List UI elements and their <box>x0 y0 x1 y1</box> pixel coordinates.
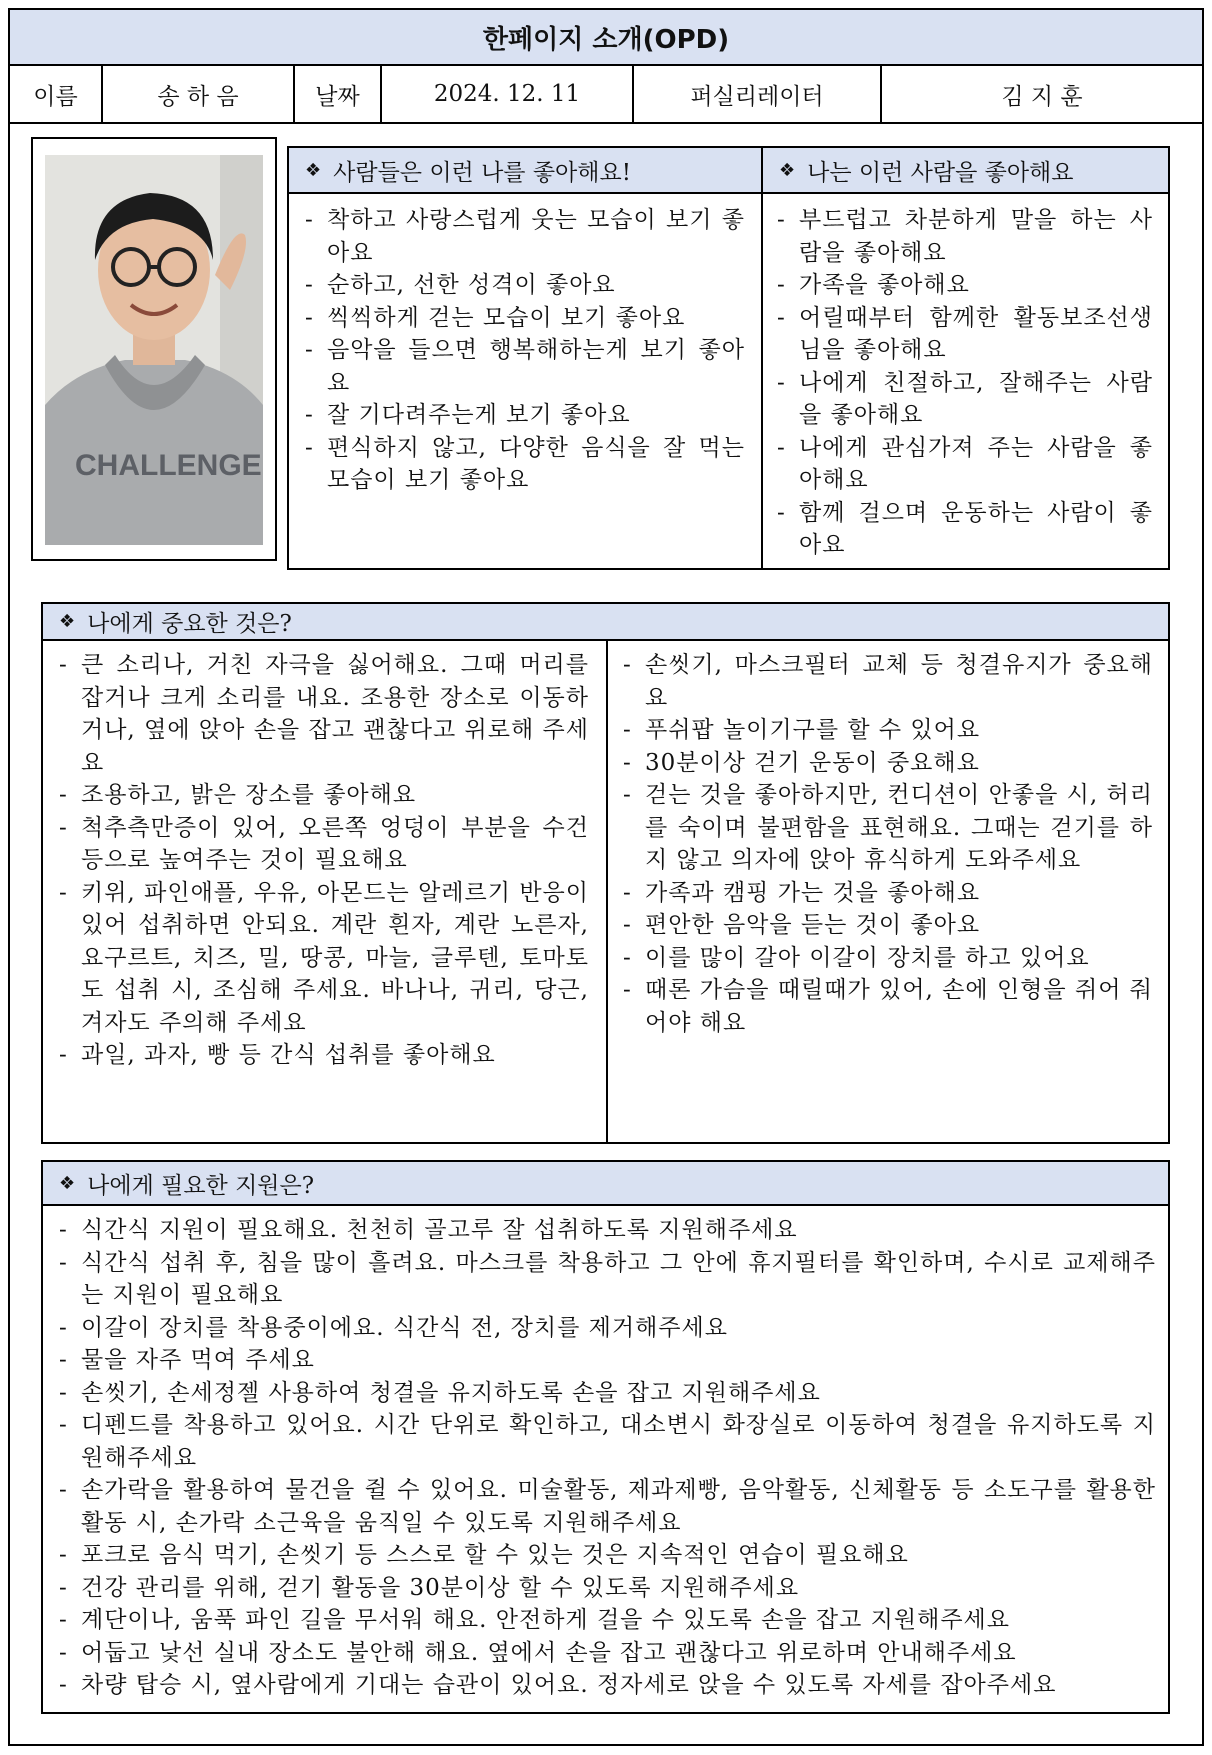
diamond-bullet-icon: ❖ <box>779 159 796 181</box>
list-item: - 때론 가슴을 때릴때가 있어, 손에 인형을 쥐어 줘어야 해요 <box>615 974 1153 1039</box>
diamond-bullet-icon: ❖ <box>59 1172 76 1194</box>
list-item: - 걷는 것을 좋아하지만, 컨디션이 안좋을 시, 허리를 숙이며 불편함을 표현해요. 그때는 걷기를 하지 않고 의자에 앉아 휴식하게 도와주세요 <box>615 779 1153 877</box>
list-item: - 손씻기, 손세정젤 사용하여 청결을 유지하도록 손을 잡고 지원해주세요 <box>51 1377 1156 1410</box>
date-value: 2024. 12. 11 <box>382 66 634 122</box>
important-divider <box>606 641 608 1142</box>
liked-by-people-header <box>289 148 761 194</box>
list-item: - 식간식 지원이 필요해요. 천천히 골고루 잘 섭취하도록 지원해주세요 <box>51 1214 1156 1247</box>
shirt-print: CHALLENGE <box>75 449 262 482</box>
list-item: - 잘 기다려주는게 보기 좋아요 <box>297 399 745 432</box>
list-item: - 어둡고 낯선 실내 장소도 불안해 해요. 옆에서 손을 잡고 괜찮다고 위로하며 안내해주세요 <box>51 1637 1156 1670</box>
date-label: 날짜 <box>295 66 382 122</box>
list-item: - 물을 자주 먹여 주세요 <box>51 1344 1156 1377</box>
photo-frame <box>31 137 277 561</box>
list-item: - 조용하고, 밝은 장소를 좋아해요 <box>51 779 589 812</box>
list-item: - 씩씩하게 걷는 모습이 보기 좋아요 <box>297 302 745 335</box>
portrait-illustration <box>45 155 263 545</box>
list-item: - 손가락을 활용하여 물건을 쥘 수 있어요. 미술활동, 제과제빵, 음악활동, 신체활동 등 소도구를 활용한 활동 시, 손가락 소근육을 움직일 수 있도록 지원해주세요 <box>51 1474 1156 1539</box>
important-right-list <box>615 649 1153 1039</box>
support-header <box>43 1162 1168 1206</box>
list-item: - 큰 소리나, 거친 자극을 싫어해요. 그때 머리를 잡거나 크게 소리를 내요. 조용한 장소로 이동하거나, 옆에 앉아 손을 잡고 괜찮다고 위로해 주세요 <box>51 649 589 779</box>
liked-by-people-title: 사람들은 이런 나를 좋아해요! <box>333 159 631 186</box>
list-item: - 차량 탑승 시, 옆사람에게 기대는 습관이 있어요. 정자세로 앉을 수 있도록 자세를 잡아주세요 <box>51 1669 1156 1702</box>
list-item: - 가족을 좋아해요 <box>769 269 1153 302</box>
list-item: - 어릴때부터 함께한 활동보조선생님을 좋아해요 <box>769 302 1153 367</box>
list-item: - 30분이상 걷기 운동이 중요해요 <box>615 747 1153 780</box>
facilitator-label: 퍼실리레이터 <box>634 66 882 122</box>
info-row <box>10 66 1202 124</box>
list-item: - 부드럽고 차분하게 말을 하는 사람을 좋아해요 <box>769 204 1153 269</box>
list-item: - 편안한 음악을 듣는 것이 좋아요 <box>615 909 1153 942</box>
important-header <box>43 604 1168 641</box>
page-title: 한페이지 소개(OPD) <box>10 10 1202 66</box>
list-item: - 가족과 캠핑 가는 것을 좋아해요 <box>615 877 1153 910</box>
liked-by-people-box <box>287 146 763 570</box>
important-box <box>41 602 1170 1144</box>
support-list <box>51 1214 1156 1702</box>
list-item: - 디펜드를 착용하고 있어요. 시간 단위로 확인하고, 대소변시 화장실로 이동하여 청결을 유지하도록 지원해주세요 <box>51 1409 1156 1474</box>
support-box <box>41 1160 1170 1714</box>
diamond-bullet-icon: ❖ <box>59 611 76 632</box>
list-item: - 이를 많이 갈아 이갈이 장치를 하고 있어요 <box>615 942 1153 975</box>
list-item: - 순하고, 선한 성격이 좋아요 <box>297 269 745 302</box>
name-value: 송 하 음 <box>103 66 295 122</box>
i-like-header <box>763 148 1168 194</box>
list-item: - 식간식 섭취 후, 침을 많이 흘려요. 마스크를 착용하고 그 안에 휴지필터를 확인하며, 수시로 교제해주는 지원이 필요해요 <box>51 1247 1156 1312</box>
list-item: - 나에게 친절하고, 잘해주는 사람을 좋아해요 <box>769 367 1153 432</box>
list-item: - 나에게 관심가져 주는 사람을 좋아해요 <box>769 432 1153 497</box>
list-item: - 음악을 들으면 행복해하는게 보기 좋아요 <box>297 334 745 399</box>
liked-by-people-list <box>297 204 745 497</box>
important-title: 나에게 중요한 것은? <box>87 611 292 637</box>
list-item: - 손씻기, 마스크필터 교체 등 청결유지가 중요해요 <box>615 649 1153 714</box>
list-item: - 포크로 음식 먹기, 손씻기 등 스스로 할 수 있는 것은 지속적인 연습이 필요해요 <box>51 1539 1156 1572</box>
diamond-bullet-icon: ❖ <box>305 159 322 181</box>
support-title: 나에게 필요한 지원은? <box>87 1172 315 1199</box>
list-item: - 건강 관리를 위해, 걷기 활동을 30분이상 할 수 있도록 지원해주세요 <box>51 1572 1156 1605</box>
list-item: - 이갈이 장치를 착용중이에요. 식간식 전, 장치를 제거해주세요 <box>51 1312 1156 1345</box>
facilitator-value: 김 지 훈 <box>1001 83 1083 110</box>
list-item: - 과일, 과자, 빵 등 간식 섭취를 좋아해요 <box>51 1039 589 1072</box>
i-like-list <box>769 204 1153 562</box>
list-item: - 척추측만증이 있어, 오른쪽 엉덩이 부분을 수건 등으로 높여주는 것이 필요해요 <box>51 812 589 877</box>
list-item: - 계단이나, 움푹 파인 길을 무서워 해요. 안전하게 걸을 수 있도록 손을 잡고 지원해주세요 <box>51 1604 1156 1637</box>
name-label: 이름 <box>10 66 103 122</box>
list-item: - 착하고 사랑스럽게 웃는 모습이 보기 좋아요 <box>297 204 745 269</box>
important-left-list <box>51 649 589 1072</box>
i-like-box <box>761 146 1170 570</box>
list-item: - 키위, 파인애플, 우유, 아몬드는 알레르기 반응이 있어 섭취하면 안되요. 계란 흰자, 계란 노른자, 요구르트, 치즈, 밀, 땅콩, 마늘, 글루텐, 토마토도 섭취 시, 조심해 주세요. 바나나, 귀리, 당근, 겨자도 주의해 주세요 <box>51 877 589 1040</box>
profile-photo <box>45 155 263 545</box>
i-like-title: 나는 이런 사람을 좋아해요 <box>807 159 1074 186</box>
list-item: - 편식하지 않고, 다양한 음식을 잘 먹는 모습이 보기 좋아요 <box>297 432 745 497</box>
list-item: - 푸쉬팝 놀이기구를 할 수 있어요 <box>615 714 1153 747</box>
list-item: - 함께 걸으며 운동하는 사람이 좋아요 <box>769 497 1153 562</box>
